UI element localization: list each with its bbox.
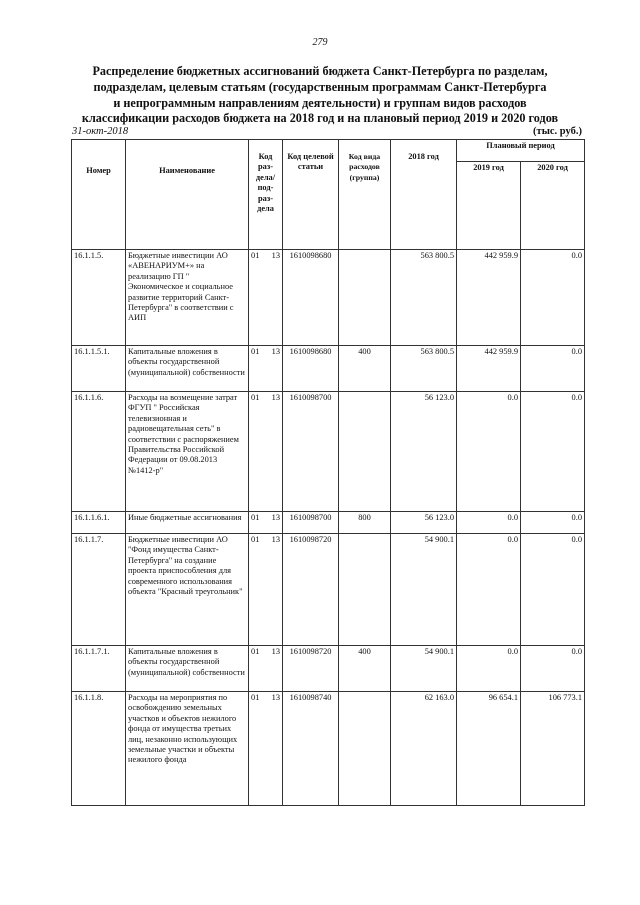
table-row [72,534,585,646]
row-target-code: 1610098680 [283,346,339,392]
subsection-code: 13 [271,393,280,402]
subsection-code: 13 [271,347,280,356]
row-number: 16.1.1.6.1. [72,512,126,534]
section-code: 01 [251,393,260,402]
row-amount-2018: 56 123.0 [391,392,457,512]
header-name: Наименование [126,140,249,250]
table-row [72,692,585,806]
budget-table [71,139,585,806]
row-name: Иные бюджетные ассигнования [126,512,249,534]
table-row [72,346,585,392]
row-expense-type: 400 [339,346,391,392]
row-amount-2019: 0.0 [457,534,521,646]
row-amount-2019: 442 959.9 [457,250,521,346]
header-2018: 2018 год [391,140,457,250]
subsection-code: 13 [271,251,280,260]
row-amount-2020: 0.0 [521,346,585,392]
row-section-code [249,250,283,346]
document-date: 31-окт-2018 [72,126,129,137]
table-row [72,250,585,346]
row-number: 16.1.1.5.1. [72,346,126,392]
row-amount-2019: 96 654.1 [457,692,521,806]
row-amount-2020: 0.0 [521,646,585,692]
row-amount-2018: 62 163.0 [391,692,457,806]
row-section-code [249,346,283,392]
row-amount-2020: 0.0 [521,534,585,646]
row-number: 16.1.1.7. [72,534,126,646]
row-amount-2018: 54 900.1 [391,646,457,692]
section-code: 01 [251,347,260,356]
row-target-code: 1610098740 [283,692,339,806]
row-name: Капитальные вложения в объекты государственной (муниципальной) собственности [126,646,249,692]
section-code: 01 [251,513,260,522]
header-section-code: Код раз-дела/ под-раз-дела [249,140,283,250]
row-amount-2020: 0.0 [521,392,585,512]
row-name: Бюджетные инвестиции АО «АВЕНАРИУМ+» на реализацию ГП " Экономическое и социальное развитие территорий Санкт-Петербурга" в соответствии с АИП [126,250,249,346]
row-section-code [249,392,283,512]
header-number: Номер [72,140,126,250]
row-amount-2018: 54 900.1 [391,534,457,646]
row-target-code: 1610098680 [283,250,339,346]
header-2020: 2020 год [521,162,585,250]
row-expense-type: 400 [339,646,391,692]
header-2019: 2019 год [457,162,521,250]
row-target-code: 1610098700 [283,512,339,534]
row-amount-2019: 442 959.9 [457,346,521,392]
row-target-code: 1610098700 [283,392,339,512]
row-number: 16.1.1.7.1. [72,646,126,692]
row-amount-2020: 0.0 [521,512,585,534]
title-line: и непрограммным направлениям деятельности) и группам видов расходов [113,95,527,110]
subsection-code: 13 [271,513,280,522]
row-expense-type [339,534,391,646]
title-line: Распределение бюджетных ассигнований бюджета Санкт-Петербурга по разделам, [92,64,548,78]
subsection-code: 13 [271,647,280,656]
header-expense-type: Код вида расходов (группа) [339,140,391,250]
row-name: Расходы на мероприятия по освобождению земельных участков и объектов нежилого фонда от имущества третьих лиц, незаконно использующих земельные участки и объекты нежилого фонда [126,692,249,806]
section-code: 01 [251,251,260,260]
subsection-code: 13 [271,693,280,702]
row-number: 16.1.1.8. [72,692,126,806]
table-row [72,512,585,534]
row-name: Бюджетные инвестиции АО "Фонд имущества Санкт-Петербурга" на создание проекта приспособления для современного использования объекта "Красный треугольник" [126,534,249,646]
row-section-code [249,534,283,646]
row-section-code [249,646,283,692]
table-row [72,646,585,692]
section-code: 01 [251,535,260,544]
row-number: 16.1.1.6. [72,392,126,512]
row-expense-type [339,250,391,346]
section-code: 01 [251,693,260,702]
header-planned-period: Плановый период [457,140,585,162]
row-amount-2019: 0.0 [457,512,521,534]
row-expense-type [339,692,391,806]
row-amount-2018: 563 800.5 [391,250,457,346]
title-line: подразделам, целевым статьям (государственным программам Санкт-Петербурга [93,79,547,94]
row-amount-2018: 563 800.5 [391,346,457,392]
row-amount-2020: 0.0 [521,250,585,346]
table-row [72,392,585,512]
row-amount-2020: 106 773.1 [521,692,585,806]
row-expense-type: 800 [339,512,391,534]
title-line: классификации расходов бюджета на 2018 год и на плановый период 2019 и 2020 годов [81,111,559,126]
row-section-code [249,512,283,534]
row-target-code: 1610098720 [283,534,339,646]
row-amount-2019: 0.0 [457,392,521,512]
page-number: 279 [312,37,328,48]
row-amount-2019: 0.0 [457,646,521,692]
subsection-code: 13 [271,535,280,544]
row-expense-type [339,392,391,512]
section-code: 01 [251,647,260,656]
units-label: (тыс. руб.) [533,126,582,137]
row-target-code: 1610098720 [283,646,339,692]
header-target-code: Код целевой статьи [283,140,339,250]
row-section-code [249,692,283,806]
row-number: 16.1.1.5. [72,250,126,346]
row-name: Капитальные вложения в объекты государственной (муниципальной) собственности [126,346,249,392]
document-title [60,64,580,127]
row-amount-2018: 56 123.0 [391,512,457,534]
row-name: Расходы на возмещение затрат ФГУП " Российская телевизионная и радиовещательная сеть" в соответствии с распоряжением Правительства Российской Федерации от 09.08.2013 №1412-р" [126,392,249,512]
